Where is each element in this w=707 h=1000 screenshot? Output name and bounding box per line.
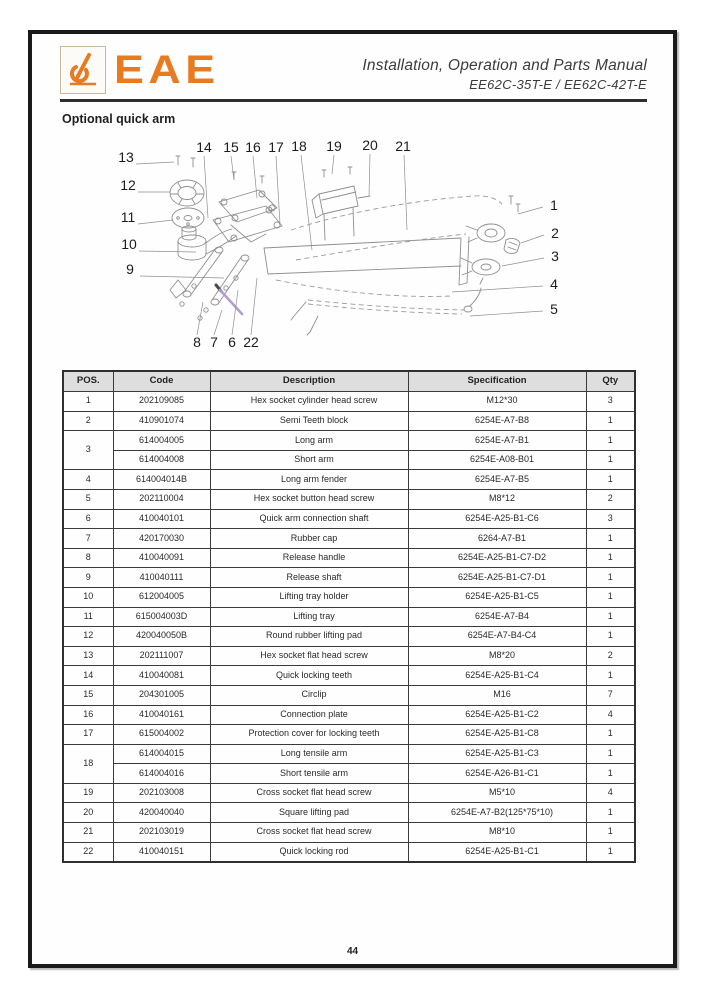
cell-qty: 1 <box>586 529 635 549</box>
cell-description: Cross socket flat head screw <box>210 783 408 803</box>
cell-description: Connection plate <box>210 705 408 725</box>
cell-code: 410901074 <box>113 411 210 431</box>
callout-layer <box>118 137 559 350</box>
cell-qty: 1 <box>586 842 635 862</box>
parts-table <box>62 370 636 863</box>
cell-specification: 6254E-A7-B8 <box>408 411 586 431</box>
callout-number: 18 <box>291 137 307 154</box>
cell-code: 614004005 <box>113 431 210 451</box>
callout-number: 10 <box>121 235 137 252</box>
cell-code: 410040101 <box>113 509 210 529</box>
manual-title: Installation, Operation and Parts Manual <box>362 57 647 74</box>
cell-specification: 6254E-A25-B1-C7-D2 <box>408 548 586 568</box>
cell-specification: 6264-A7-B1 <box>408 529 586 549</box>
cell-qty: 1 <box>586 411 635 431</box>
callout-number: 13 <box>118 148 134 165</box>
cell-pos: 3 <box>63 431 113 470</box>
cell-code: 420040040 <box>113 803 210 823</box>
cell-pos: 16 <box>63 705 113 725</box>
cell-specification: 6254E-A08-B01 <box>408 450 586 470</box>
callout-leader-line <box>231 156 234 180</box>
quick-arm-diagram <box>66 130 641 362</box>
table-row <box>63 489 635 509</box>
cell-specification: M5*10 <box>408 783 586 803</box>
cell-specification: 6254E-A25-B1-C2 <box>408 705 586 725</box>
cell-qty: 1 <box>586 744 635 764</box>
cell-description: Protection cover for locking teeth <box>210 725 408 745</box>
callout-leader-line <box>138 220 173 224</box>
eae-logo-icon <box>60 46 106 94</box>
cell-specification: 6254E-A25-B1-C5 <box>408 587 586 607</box>
col-header-specification: Specification <box>408 371 586 392</box>
cell-qty: 7 <box>586 685 635 705</box>
cell-code: 202103019 <box>113 823 210 843</box>
table-row <box>63 470 635 490</box>
cell-pos: 13 <box>63 646 113 666</box>
cell-specification: 6254E-A25-B1-C1 <box>408 842 586 862</box>
col-header-code: Code <box>113 371 210 392</box>
cell-qty: 2 <box>586 489 635 509</box>
cell-qty: 1 <box>586 666 635 686</box>
cell-description: Short tensile arm <box>210 764 408 784</box>
cell-specification: 6254E-A25-B1-C3 <box>408 744 586 764</box>
eae-logo <box>60 46 220 94</box>
cell-description: Square lifting pad <box>210 803 408 823</box>
callout-number: 19 <box>326 137 342 154</box>
cell-code: 410040081 <box>113 666 210 686</box>
callout-number: 6 <box>228 333 236 350</box>
callout-leader-line <box>369 154 370 196</box>
table-row <box>63 744 635 764</box>
cell-code: 614004016 <box>113 764 210 784</box>
cell-pos: 10 <box>63 587 113 607</box>
cell-specification: 6254E-A25-B1-C6 <box>408 509 586 529</box>
cell-specification: 6254E-A26-B1-C1 <box>408 764 586 784</box>
model-numbers: EE62C-35T-E / EE62C-42T-E <box>469 77 647 92</box>
cell-qty: 1 <box>586 470 635 490</box>
cell-specification: 6254E-A25-B1-C8 <box>408 725 586 745</box>
cell-description: Hex socket flat head screw <box>210 646 408 666</box>
cell-description: Long tensile arm <box>210 744 408 764</box>
cell-code: 202103008 <box>113 783 210 803</box>
table-row <box>63 627 635 647</box>
callout-leader-line <box>136 162 174 164</box>
cell-code: 420040050B <box>113 627 210 647</box>
cell-description: Release shaft <box>210 568 408 588</box>
cell-code: 614004014B <box>113 470 210 490</box>
cell-description: Hex socket cylinder head screw <box>210 392 408 412</box>
cell-pos: 17 <box>63 725 113 745</box>
cell-specification: 6254E-A25-B1-C7-D1 <box>408 568 586 588</box>
cell-specification: 6254E-A7-B2(125*75*10) <box>408 803 586 823</box>
table-row <box>63 842 635 862</box>
callout-number: 16 <box>245 138 261 155</box>
cell-qty: 2 <box>586 646 635 666</box>
cell-qty: 1 <box>586 627 635 647</box>
callout-leader-line <box>521 235 544 243</box>
cell-specification: M8*12 <box>408 489 586 509</box>
callout-number: 15 <box>223 138 239 155</box>
callout-number: 21 <box>395 137 411 154</box>
callout-leader-line <box>470 311 543 316</box>
table-row <box>63 803 635 823</box>
cell-pos: 2 <box>63 411 113 431</box>
cell-qty: 3 <box>586 509 635 529</box>
cell-description: Circlip <box>210 685 408 705</box>
table-row <box>63 509 635 529</box>
header-titles <box>362 57 647 94</box>
callout-number: 3 <box>551 247 559 264</box>
cell-qty: 1 <box>586 431 635 451</box>
cell-specification: 6254E-A7-B5 <box>408 470 586 490</box>
callout-number: 1 <box>550 196 558 213</box>
table-row <box>63 685 635 705</box>
page-number: 44 <box>346 946 359 957</box>
table-row <box>63 411 635 431</box>
cell-code: 615004003D <box>113 607 210 627</box>
cell-code: 410040161 <box>113 705 210 725</box>
table-row <box>63 666 635 686</box>
eae-logo-glyph <box>65 51 101 89</box>
cell-specification: M8*10 <box>408 823 586 843</box>
callout-number: 22 <box>243 333 259 350</box>
col-header-pos: POS. <box>63 371 113 392</box>
cell-description: Round rubber lifting pad <box>210 627 408 647</box>
cell-qty: 4 <box>586 705 635 725</box>
table-row <box>63 587 635 607</box>
cell-code: 202111007 <box>113 646 210 666</box>
cell-qty: 1 <box>586 568 635 588</box>
callout-number: 4 <box>550 275 558 292</box>
callout-number: 17 <box>268 138 284 155</box>
cell-qty: 1 <box>586 450 635 470</box>
cell-pos: 20 <box>63 803 113 823</box>
parts-table-body <box>63 392 635 862</box>
cell-description: Hex socket button head screw <box>210 489 408 509</box>
cell-pos: 5 <box>63 489 113 509</box>
callout-leader-line <box>232 290 238 335</box>
diagram-line-art <box>170 156 520 335</box>
cell-code: 410040111 <box>113 568 210 588</box>
callout-leader-line <box>139 251 196 252</box>
cell-pos: 12 <box>63 627 113 647</box>
cell-description: Quick locking rod <box>210 842 408 862</box>
cell-specification: 6254E-A7-B4 <box>408 607 586 627</box>
table-row <box>63 783 635 803</box>
cell-qty: 1 <box>586 548 635 568</box>
callout-number: 14 <box>196 138 212 155</box>
cell-pos: 22 <box>63 842 113 862</box>
cell-pos: 14 <box>63 666 113 686</box>
cell-description: Release handle <box>210 548 408 568</box>
cell-code: 612004005 <box>113 587 210 607</box>
table-row <box>63 823 635 843</box>
callout-leader-line <box>502 258 544 266</box>
cell-code: 615004002 <box>113 725 210 745</box>
cell-code: 202109085 <box>113 392 210 412</box>
manual-page <box>28 30 677 968</box>
exploded-view-diagram <box>66 130 641 362</box>
cell-code: 410040091 <box>113 548 210 568</box>
callout-number: 11 <box>120 208 136 225</box>
cell-qty: 3 <box>586 392 635 412</box>
table-row <box>63 548 635 568</box>
cell-specification: 6254E-A25-B1-C4 <box>408 666 586 686</box>
callout-number: 9 <box>126 260 134 277</box>
cell-code: 410040151 <box>113 842 210 862</box>
cell-code: 614004015 <box>113 744 210 764</box>
callout-leader-line <box>276 156 280 224</box>
table-row <box>63 764 635 784</box>
cell-pos: 4 <box>63 470 113 490</box>
logo-wordmark: EAE <box>114 48 220 92</box>
cell-description: Semi Teeth block <box>210 411 408 431</box>
cell-code: 202110004 <box>113 489 210 509</box>
cell-pos: 21 <box>63 823 113 843</box>
callout-leader-line <box>518 207 543 214</box>
cell-pos: 11 <box>63 607 113 627</box>
col-header-qty: Qty <box>586 371 635 392</box>
cell-qty: 1 <box>586 725 635 745</box>
cell-qty: 1 <box>586 607 635 627</box>
table-row <box>63 607 635 627</box>
cell-description: Cross socket flat head screw <box>210 823 408 843</box>
cell-description: Long arm <box>210 431 408 451</box>
table-row <box>63 568 635 588</box>
callout-number: 20 <box>362 136 378 153</box>
callout-number: 7 <box>210 333 218 350</box>
callout-leader-line <box>332 155 334 174</box>
callout-number: 12 <box>120 176 136 193</box>
table-row <box>63 725 635 745</box>
table-row <box>63 529 635 549</box>
cell-code: 420170030 <box>113 529 210 549</box>
cell-description: Lifting tray <box>210 607 408 627</box>
table-row <box>63 705 635 725</box>
highlighted-pin <box>216 285 242 314</box>
cell-qty: 1 <box>586 823 635 843</box>
callout-leader-line <box>251 278 257 335</box>
cell-pos: 8 <box>63 548 113 568</box>
cell-code: 204301005 <box>113 685 210 705</box>
cell-description: Quick arm connection shaft <box>210 509 408 529</box>
callout-number: 8 <box>193 333 201 350</box>
section-title: Optional quick arm <box>62 111 176 126</box>
cell-pos: 15 <box>63 685 113 705</box>
cell-qty: 4 <box>586 783 635 803</box>
cell-description: Long arm fender <box>210 470 408 490</box>
cell-pos: 18 <box>63 744 113 783</box>
cell-description: Rubber cap <box>210 529 408 549</box>
callout-leader-line <box>404 155 407 230</box>
cell-pos: 9 <box>63 568 113 588</box>
callout-leader-line <box>214 310 222 335</box>
table-row <box>63 392 635 412</box>
cell-qty: 1 <box>586 587 635 607</box>
table-row <box>63 450 635 470</box>
callout-leader-line <box>301 155 312 250</box>
table-header-row <box>63 371 635 392</box>
cell-specification: M16 <box>408 685 586 705</box>
cell-pos: 7 <box>63 529 113 549</box>
cell-pos: 1 <box>63 392 113 412</box>
cell-code: 614004008 <box>113 450 210 470</box>
cell-specification: 6254E-A7-B1 <box>408 431 586 451</box>
callout-leader-line <box>452 286 543 292</box>
callout-leader-line <box>140 276 224 278</box>
cell-pos: 6 <box>63 509 113 529</box>
cell-description: Lifting tray holder <box>210 587 408 607</box>
cell-qty: 1 <box>586 764 635 784</box>
callout-number: 2 <box>551 224 559 241</box>
callout-number: 5 <box>550 300 558 317</box>
cell-specification: 6254E-A7-B4-C4 <box>408 627 586 647</box>
table-row <box>63 431 635 451</box>
cell-specification: M8*20 <box>408 646 586 666</box>
cell-description: Quick locking teeth <box>210 666 408 686</box>
page-header <box>60 46 647 94</box>
cell-description: Short arm <box>210 450 408 470</box>
callout-leader-line <box>204 156 208 218</box>
col-header-description: Description <box>210 371 408 392</box>
cell-qty: 1 <box>586 803 635 823</box>
table-row <box>63 646 635 666</box>
header-divider <box>60 99 647 102</box>
cell-pos: 19 <box>63 783 113 803</box>
cell-specification: M12*30 <box>408 392 586 412</box>
